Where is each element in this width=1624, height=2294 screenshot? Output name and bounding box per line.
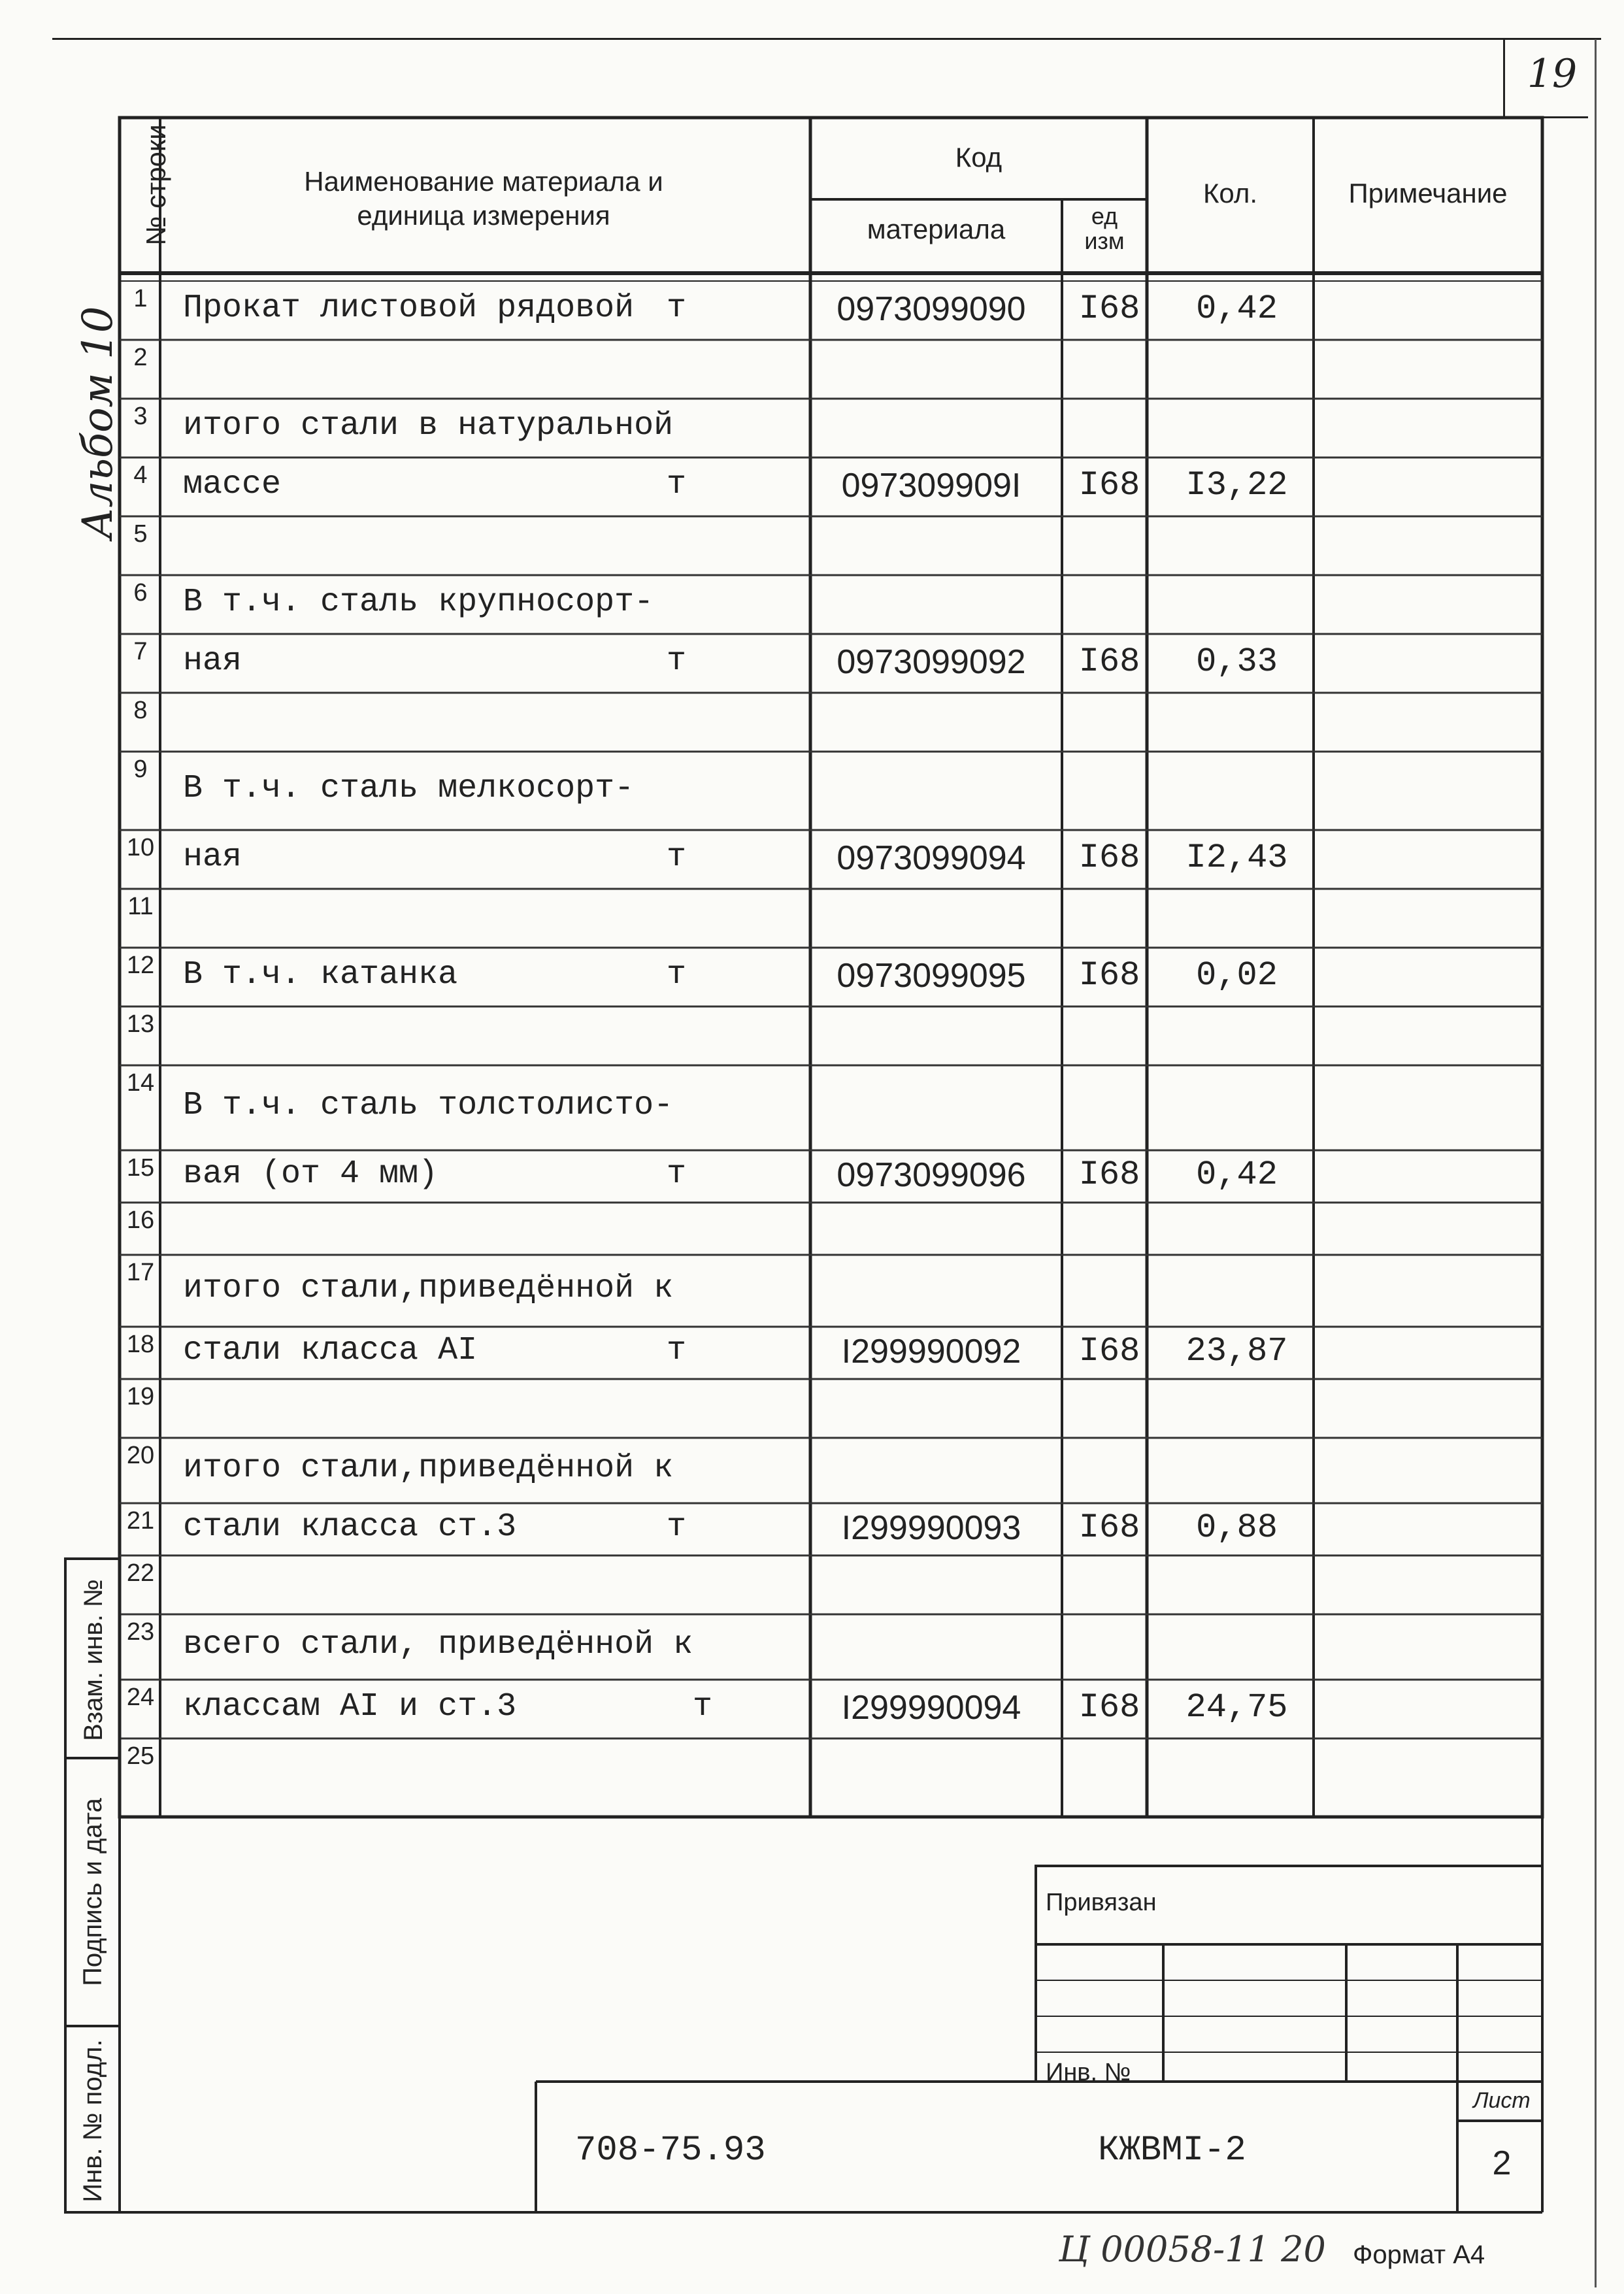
row-number: 4 xyxy=(133,461,148,489)
header-qty: Кол. xyxy=(1202,178,1258,208)
inv-no-label: Инв. № xyxy=(1046,2059,1131,2086)
row-quantity: I3,22 xyxy=(1185,466,1288,505)
row-number: 23 xyxy=(126,1618,155,1646)
stamp-inv-podl: Инв. № подл. xyxy=(78,2039,107,2203)
handwritten-archive-number: Ц 00058-11 20 xyxy=(1059,2229,1326,2270)
row-name: ная xyxy=(183,839,242,876)
header-code: Код xyxy=(955,142,1003,173)
row-name: всего стали, приведённой к xyxy=(183,1626,693,1663)
row-unit-code: I68 xyxy=(1078,956,1140,995)
row-number: 16 xyxy=(126,1206,155,1234)
row-name: ная xyxy=(183,642,242,680)
row-material-code: 0973099094 xyxy=(837,839,1026,877)
row-number: 19 xyxy=(126,1383,155,1410)
row-name: итого стали в натуральной xyxy=(183,407,674,444)
row-unit-code: I68 xyxy=(1078,1155,1140,1194)
header-row-number: № строки xyxy=(141,124,171,246)
row-quantity: 0,42 xyxy=(1196,290,1278,328)
row-unit: т xyxy=(667,839,687,876)
row-unit: т xyxy=(667,642,687,680)
row-number: 22 xyxy=(126,1559,155,1587)
row-material-code: I299990092 xyxy=(841,1333,1021,1371)
row-number: 17 xyxy=(126,1259,155,1286)
row-name: вая (от 4 мм) xyxy=(183,1155,439,1193)
margin-note: Альбом 10 xyxy=(74,306,122,539)
header-name: Наименование материала и единица измерения xyxy=(304,166,663,231)
row-unit: т xyxy=(667,1332,687,1369)
row-material-code: I299990094 xyxy=(841,1689,1021,1727)
row-quantity: 0,02 xyxy=(1196,956,1278,995)
header-unit-code: ед изм xyxy=(1084,203,1125,254)
header-note: Примечание xyxy=(1348,178,1508,208)
sheet-number: 2 xyxy=(1492,2144,1512,2182)
row-unit-code: I68 xyxy=(1078,290,1140,328)
row-quantity: 24,75 xyxy=(1185,1688,1288,1727)
format-label: Формат А4 xyxy=(1353,2240,1485,2269)
row-material-code: I299990093 xyxy=(841,1509,1021,1547)
row-unit: т xyxy=(667,1508,687,1546)
row-number: 6 xyxy=(133,579,148,607)
row-number: 12 xyxy=(126,952,155,979)
privyazan-label: Привязан xyxy=(1046,1889,1157,1916)
row-unit-code: I68 xyxy=(1078,1332,1140,1371)
row-quantity: 0,33 xyxy=(1196,642,1278,681)
row-quantity: 0,42 xyxy=(1196,1155,1278,1194)
row-number: 7 xyxy=(133,638,148,665)
row-material-code: 0973099090 xyxy=(837,290,1026,328)
row-unit-code: I68 xyxy=(1078,1508,1140,1547)
doc-number: 708-75.93 xyxy=(575,2131,766,2170)
row-number: 21 xyxy=(126,1507,155,1535)
row-name: В т.ч. сталь толстолисто- xyxy=(183,1087,674,1124)
row-unit: т xyxy=(667,290,687,327)
row-number: 15 xyxy=(126,1154,155,1182)
row-material-code: 0973099096 xyxy=(837,1156,1026,1194)
page-number: 19 xyxy=(1527,51,1578,97)
row-name: стали класса AI xyxy=(183,1332,478,1369)
row-number: 18 xyxy=(126,1331,155,1358)
doc-code: КЖВМI-2 xyxy=(1098,2131,1246,2170)
row-number: 3 xyxy=(133,403,148,430)
row-name: Прокат листовой рядовой xyxy=(183,290,635,327)
row-number: 5 xyxy=(133,520,148,548)
row-number: 14 xyxy=(126,1069,155,1097)
row-quantity: 0,88 xyxy=(1196,1508,1278,1547)
row-number: 1 xyxy=(133,285,148,312)
row-unit: т xyxy=(693,1688,713,1725)
row-name: В т.ч. сталь крупносорт- xyxy=(183,584,654,621)
row-material-code: 0973099095 xyxy=(837,957,1026,995)
row-unit-code: I68 xyxy=(1078,466,1140,505)
row-name: итого стали,приведённой к xyxy=(183,1270,674,1307)
row-name: массе xyxy=(183,466,282,503)
row-unit: т xyxy=(667,956,687,993)
row-number: 11 xyxy=(127,893,154,920)
row-unit-code: I68 xyxy=(1078,1688,1140,1727)
stamp-vzam: Взам. инв. № xyxy=(79,1579,108,1741)
row-unit-code: I68 xyxy=(1078,642,1140,681)
row-number: 20 xyxy=(126,1442,155,1469)
row-number: 13 xyxy=(126,1010,155,1038)
row-number: 25 xyxy=(126,1742,155,1770)
row-number: 9 xyxy=(133,756,148,783)
sheet-label: Лист xyxy=(1473,2088,1531,2113)
row-unit: т xyxy=(667,1155,687,1193)
stamp-podpis: Подпись и дата xyxy=(78,1798,107,1986)
row-quantity: I2,43 xyxy=(1185,839,1288,877)
row-name: классам AI и ст.3 xyxy=(183,1688,517,1725)
row-name: В т.ч. сталь мелкосорт- xyxy=(183,770,635,807)
row-unit: т xyxy=(667,466,687,503)
header-material: материала xyxy=(867,214,1006,244)
row-number: 10 xyxy=(126,834,155,861)
row-unit-code: I68 xyxy=(1078,839,1140,877)
row-quantity: 23,87 xyxy=(1185,1332,1288,1371)
row-name: В т.ч. катанка xyxy=(183,956,458,993)
row-number: 24 xyxy=(126,1684,155,1711)
row-name: итого стали,приведённой к xyxy=(183,1450,674,1487)
row-material-code: 097309909I xyxy=(841,467,1021,505)
row-number: 2 xyxy=(133,344,148,371)
row-material-code: 0973099092 xyxy=(837,643,1026,681)
row-number: 8 xyxy=(133,697,148,724)
row-name: стали класса ст.3 xyxy=(183,1508,517,1546)
